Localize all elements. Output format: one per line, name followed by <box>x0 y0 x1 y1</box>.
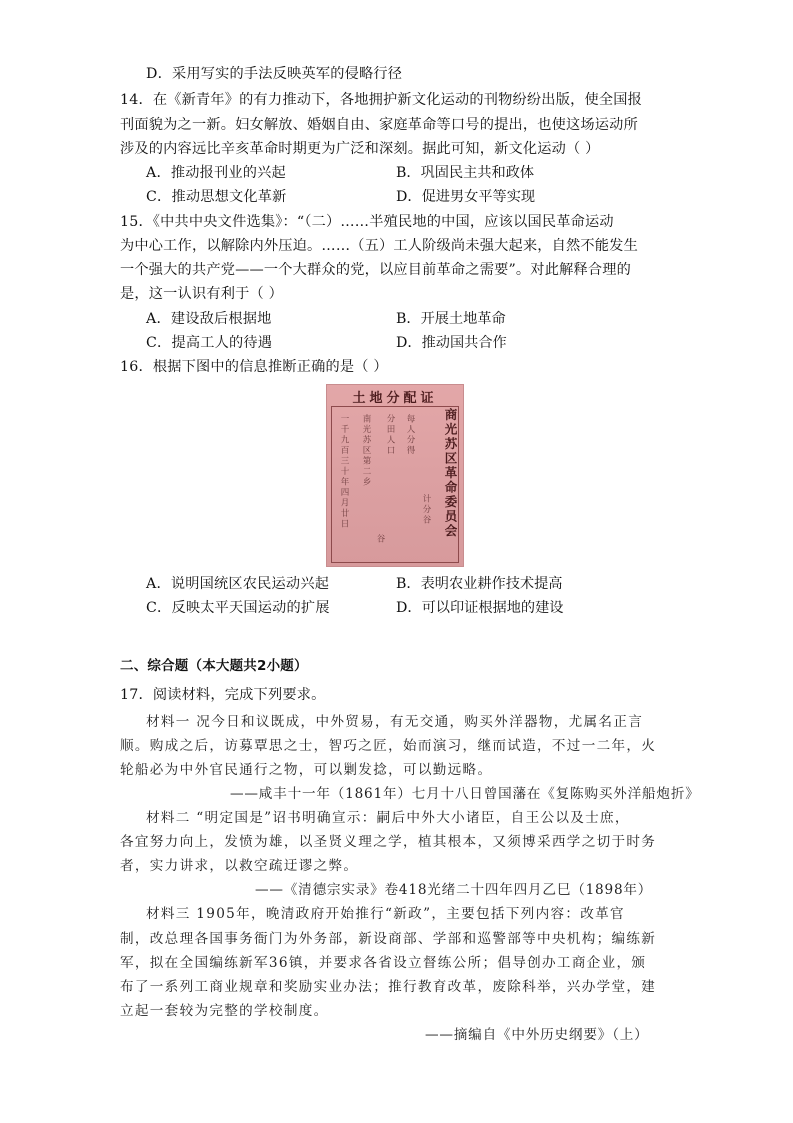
material2-source: ——《清德宗实录》卷418光绪二十四年四月乙巳（1898年） <box>255 882 653 898</box>
q14-stem-line-1: 14．在《新青年》的有力推动下，各地拥护新文化运动的刊物纷纷出版，使全国报 <box>120 92 643 108</box>
q14-option-b: B．巩固民主共和政体 <box>396 165 535 181</box>
material1-source: ——咸丰十一年（1861年）七月十八日曾国藩在《复陈购买外洋船炮折》 <box>230 786 700 802</box>
q13-option-d: D．采用写实的手法反映英军的侵略行径 <box>146 66 403 82</box>
material1-line-3: 轮船必为中外官民通行之物，可以剿发捻，可以勤远略。 <box>120 762 493 778</box>
q15-stem-line-3: 一个强大的共产党——一个大群众的党，以应目前革命之需要”。对此解释合理的 <box>120 262 632 278</box>
q14-stem-line-3: 涉及的内容远比辛亥革命时期更为广泛和深刻。据此可知，新文化运动（ ） <box>120 141 600 157</box>
material3-line-1: 材料三 1905年，晚清政府开始推行“新政”，主要包括下列内容：改革官 <box>146 906 625 922</box>
q15-option-c: C．提高工人的待遇 <box>146 335 273 351</box>
q16-option-b: B．表明农业耕作技术提高 <box>396 576 563 592</box>
section-heading: 二、综合题（本大题共2小题） <box>120 658 308 674</box>
material3-line-3: 军，拟在全国编练新军36镇，并要求各省设立督练公所；倡导创办工商企业，颁 <box>120 955 647 971</box>
material2-line-3: 者，实力讲求，以救空疏迂谬之弊。 <box>120 858 359 874</box>
certificate-handwriting-4: 分田人口 <box>385 414 395 456</box>
certificate-issuer: 商光苏区革命委员会 <box>443 408 458 539</box>
q15-stem-line-2: 为中心工作，以解除内外压迫。……（五）工人阶级尚未强大起来，自然不能发生 <box>120 238 638 254</box>
material3-line-4: 布了一系列工商业规章和奖励实业办法；推行教育改革，废除科举，兴办学堂，建 <box>120 979 657 995</box>
q17-stem: 17．阅读材料，完成下列要求。 <box>120 687 326 703</box>
q16-option-c: C．反映太平天国运动的扩展 <box>146 600 330 616</box>
q15-stem-line-1: 15．《中共中央文件选集》：“（二）……半殖民地的中国，应该以国民革命运动 <box>120 214 614 230</box>
certificate-handwriting-5: 每人分得 <box>405 414 415 456</box>
material2-line-2: 各宜努力向上，发愤为雄，以圣贤义理之学，植其根本，又须博采西学之切于时务 <box>120 834 657 850</box>
q15-option-a: A．建设敌后根据地 <box>146 311 272 327</box>
certificate-title: 土地分配证 <box>352 391 438 406</box>
material3-source: ——摘编自《中外历史纲要》（上） <box>425 1027 649 1043</box>
q16-option-d: D．可以印证根据地的建设 <box>396 600 564 616</box>
certificate-handwriting-6: 计分谷 <box>421 494 431 526</box>
material3-line-5: 立起一套较为完整的学校制度。 <box>120 1003 329 1019</box>
material2-line-1: 材料二 “明定国是”诏书明确宣示：嗣后中外大小诸臣，自王公以及士庶， <box>146 810 630 826</box>
q14-option-c: C．推动思想文化革新 <box>146 189 287 205</box>
certificate-handwriting-3: 谷 <box>375 534 385 545</box>
material1-line-2: 顺。购成之后，访募覃思之士，智巧之匠，始而演习，继而试造，不过一二年，火 <box>120 738 657 754</box>
certificate-handwriting-2: 南光苏区第二乡 <box>361 414 371 488</box>
q15-option-d: D．推动国共合作 <box>396 335 507 351</box>
certificate-date: 一千九百三十年四月廿日 <box>339 414 349 530</box>
q16-option-a: A．说明国统区农民运动兴起 <box>146 576 330 592</box>
material1-line-1: 材料一 况今日和议既成，中外贸易，有无交通，购买外洋器物，尤属名正言 <box>146 714 644 730</box>
q14-stem-line-2: 刊面貌为之一新。妇女解放、婚姻自由、家庭革命等口号的提出，也使这场运动所 <box>120 117 638 133</box>
land-certificate-image <box>326 384 464 567</box>
q15-option-b: B．开展土地革命 <box>396 311 506 327</box>
q16-stem: 16．根据下图中的信息推断正确的是（ ） <box>120 359 388 375</box>
q14-option-a: A．推动报刊业的兴起 <box>146 165 286 181</box>
q14-option-d: D．促进男女平等实现 <box>396 189 536 205</box>
material3-line-2: 制，改总理各国事务衙门为外务部，新设商部、学部和巡警部等中央机构；编练新 <box>120 931 657 947</box>
q15-stem-line-4: 是，这一认识有利于（ ） <box>120 286 283 302</box>
